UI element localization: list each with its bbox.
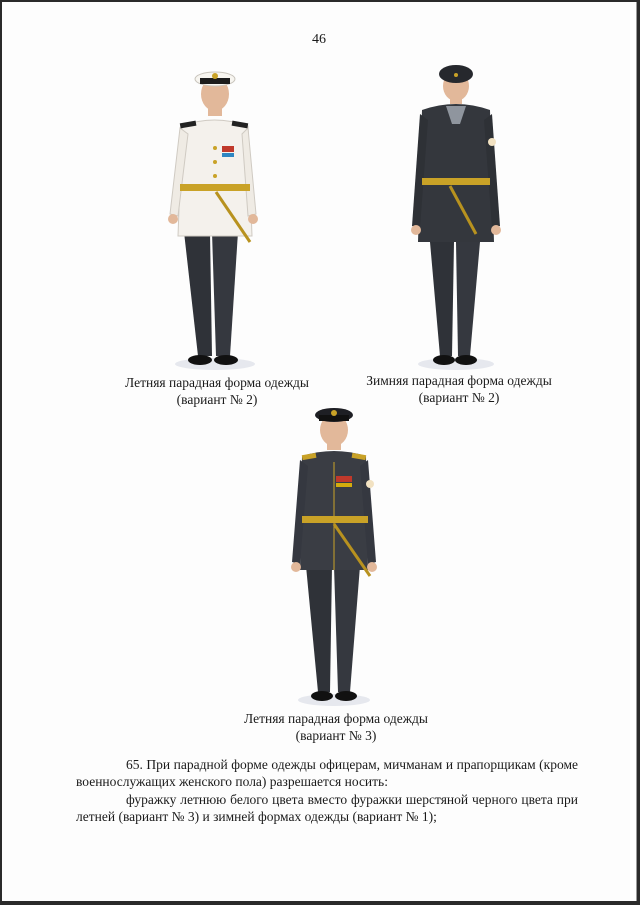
figure-winter-coat-uniform bbox=[406, 64, 506, 374]
body-text bbox=[76, 756, 578, 825]
figure-3-caption-title: Летняя парадная форма одежды bbox=[244, 711, 428, 726]
figure-2-caption bbox=[330, 372, 588, 406]
paragraph-65-item: фуражку летнюю белого цвета вместо фуражки шерстяной черного цвета при летней (вариант № 3) и зимней формах одежды (вариант № 1); bbox=[76, 792, 578, 824]
figure-1-caption-variant: (вариант № 2) bbox=[176, 392, 258, 407]
figure-1-caption bbox=[92, 374, 342, 408]
officer-winter-coat-illustration bbox=[406, 64, 506, 374]
document-page bbox=[2, 2, 637, 901]
officer-dark-uniform-illustration bbox=[284, 404, 384, 710]
figure-2-caption-variant: (вариант № 2) bbox=[418, 390, 500, 405]
figure-3-caption bbox=[198, 710, 474, 744]
paragraph-65-intro: 65. При парадной форме одежды офицерам, мичманам и прапорщикам (кроме военнослужащих женского пола) разрешается носить: bbox=[76, 757, 578, 789]
figure-2-caption-title: Зимняя парадная форма одежды bbox=[366, 373, 552, 388]
figure-summer-dark-uniform bbox=[284, 404, 384, 710]
figure-3-caption-variant: (вариант № 3) bbox=[295, 728, 377, 743]
figure-summer-white-uniform bbox=[160, 64, 270, 374]
officer-white-uniform-illustration bbox=[160, 64, 270, 374]
figure-1-caption-title: Летняя парадная форма одежды bbox=[125, 375, 309, 390]
page-number: 46 bbox=[312, 32, 326, 47]
